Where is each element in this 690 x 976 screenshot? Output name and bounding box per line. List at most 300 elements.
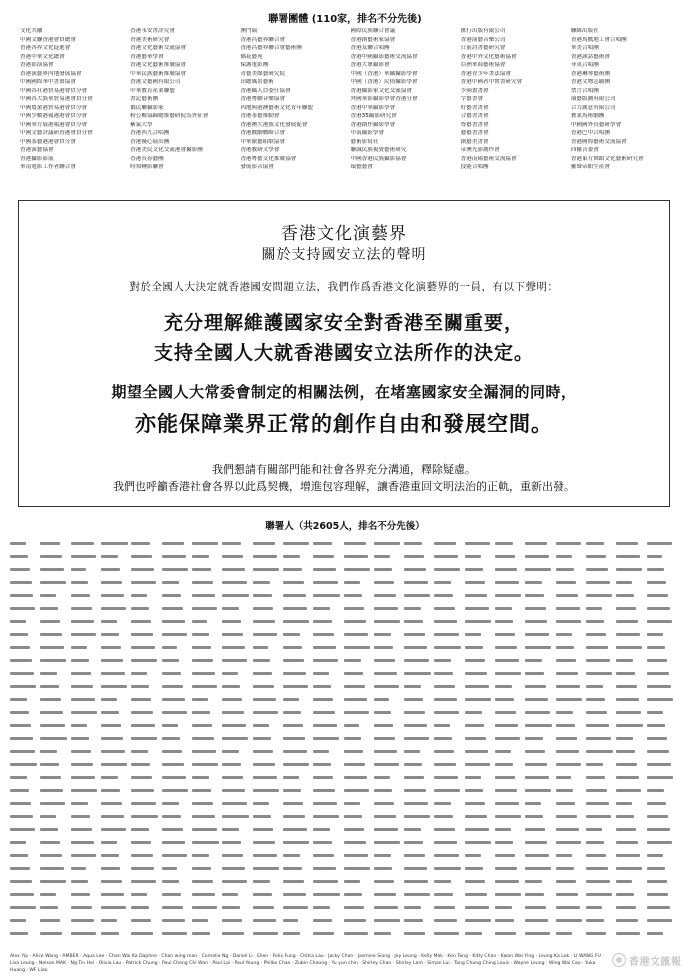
signatory-name: [556, 771, 584, 784]
signatory-name: [10, 550, 38, 563]
signatory-name: [40, 680, 68, 693]
signatory-name: [495, 823, 523, 836]
signatory-name: [556, 901, 584, 914]
signatory-name: [71, 602, 99, 615]
signatory-name: [131, 745, 159, 758]
signatory-name: [192, 706, 220, 719]
signatory-name: [647, 706, 675, 719]
signatory-name: [434, 797, 462, 810]
signatory-name: [222, 589, 250, 602]
signatory-name: [616, 654, 644, 667]
signatory-name: [344, 758, 372, 771]
signatory-name: [344, 563, 372, 576]
signatory-name: [374, 745, 402, 758]
signatory-name: [313, 758, 341, 771]
signatory-name: [374, 589, 402, 602]
signatory-name: [313, 693, 341, 706]
signatory-name: [404, 550, 432, 563]
signatory-name: [616, 862, 644, 875]
organization-item: 時知轉影聯會: [130, 164, 164, 170]
signatory-name: [253, 628, 281, 641]
signatory-name: [404, 927, 432, 940]
organization-item: 中國華方展港報港會員分會: [20, 121, 88, 128]
signatory-name: [465, 745, 493, 758]
signatory-name: [40, 823, 68, 836]
signatory-name: [465, 901, 493, 914]
signatory-name: [374, 693, 402, 706]
signatory-name: [101, 537, 129, 550]
signatory-name: [283, 628, 311, 641]
signatory-name: [495, 732, 523, 745]
signatory-name: [101, 563, 129, 576]
signatory-name: [374, 862, 402, 875]
signatory-name: [616, 589, 644, 602]
signatory-name: [525, 693, 553, 706]
signatory-name: [131, 771, 159, 784]
signatory-name: [495, 576, 523, 589]
signatory-name: [495, 797, 523, 810]
signatory-name: [101, 628, 129, 641]
signatory-name: [253, 810, 281, 823]
signatory-name: [374, 732, 402, 745]
organization-item: 中國各社港貿易港會員分會: [20, 87, 88, 94]
organization-item: 香港文化藝術推廣協會: [130, 62, 187, 68]
signatory-name: [313, 563, 341, 576]
signatory-name: [616, 719, 644, 732]
signatory-name: [465, 914, 493, 927]
signatory-name: [374, 563, 402, 576]
signatory-name: [647, 641, 675, 654]
organization-item: 香港西九合唱團: [130, 130, 170, 136]
organization-item: 香港澳大港族文化發展促會: [240, 121, 308, 128]
signatory-name: [434, 693, 462, 706]
signatory-name: [192, 589, 220, 602]
signatory-name: [586, 641, 614, 654]
signatory-name: [647, 888, 675, 901]
signatory-name: [162, 641, 190, 654]
signatory-name: [10, 641, 38, 654]
organization-item: 香港文化藝術交流協會: [130, 45, 187, 51]
signatory-name: [556, 654, 584, 667]
signatory-name: [465, 875, 493, 888]
signatory-name: [131, 875, 159, 888]
signatory-name: [222, 654, 250, 667]
signatory-name: [101, 550, 129, 563]
signatory-name: [556, 641, 584, 654]
signatory-name: [313, 810, 341, 823]
organization-item: 香港中華攝影學會: [350, 104, 396, 111]
signatory-name: [192, 654, 220, 667]
signatory-name: [40, 927, 68, 940]
signatory-name: [556, 628, 584, 641]
signatory-name: [465, 849, 493, 862]
signatory-name: [222, 771, 250, 784]
signatory-name: [131, 836, 159, 849]
organization-item: 僑民聯攝影家: [130, 104, 164, 111]
signatory-name: [465, 797, 493, 810]
signatory-name: [253, 537, 281, 550]
organization-item: 中國香港民族攝影協會: [350, 155, 407, 162]
organization-item: 香港大眾攝影會: [350, 62, 390, 68]
signatory-name: [101, 615, 129, 628]
signatory-name: [222, 615, 250, 628]
signatory-name: [465, 602, 493, 615]
signatory-name: [465, 628, 493, 641]
signatory-name: [101, 589, 129, 602]
signatory-name: [434, 875, 462, 888]
signatory-name: [283, 927, 311, 940]
signatory-name: [616, 901, 644, 914]
organization-item: 香港永安書評究會: [130, 28, 175, 34]
signatory-name: [647, 615, 675, 628]
signatory-name: [162, 836, 190, 849]
signatory-name: [556, 602, 584, 615]
signatory-name: [616, 576, 644, 589]
signatory-name: [71, 823, 99, 836]
signatory-name: [222, 706, 250, 719]
signatory-name: [253, 693, 281, 706]
organization-item: 四羅音委會: [570, 147, 599, 153]
signatory-name: [344, 901, 372, 914]
signatory-name: [616, 771, 644, 784]
signatory-name: [465, 654, 493, 667]
organization-item: 香港攝影家文化交流協會: [350, 87, 413, 94]
signatory-name: [253, 667, 281, 680]
signatory-name: [616, 628, 644, 641]
signatory-name: [495, 706, 523, 719]
signatory-name: [253, 576, 281, 589]
signatory-name: [313, 901, 341, 914]
signatory-name: [465, 550, 493, 563]
organization-item: 中華旅藝組歌協會: [240, 138, 286, 145]
signatory-name: [131, 797, 159, 810]
signatory-name: [556, 693, 584, 706]
signatory-name: [525, 537, 553, 550]
signatory-name: [404, 875, 432, 888]
signatory-name: [525, 615, 553, 628]
signatory-name: [556, 784, 584, 797]
organization-item: 香港各界文化促進會: [20, 45, 71, 51]
signatory-name: [131, 680, 159, 693]
organization-item: 外國華影攝影學會香港分會: [350, 96, 418, 102]
signatory-name: [162, 667, 190, 680]
signatory-name: [616, 849, 644, 862]
signatory-name: [465, 784, 493, 797]
signatory-name: [283, 719, 311, 732]
signatory-name: [253, 745, 281, 758]
signatory-name: [162, 888, 190, 901]
signatory-name: [131, 602, 159, 615]
signatory-name: [222, 849, 250, 862]
signatory-name: [586, 771, 614, 784]
signatory-name: [10, 823, 38, 836]
signatory-name: [404, 810, 432, 823]
signatory-name: [374, 927, 402, 940]
signatory-name: [222, 888, 250, 901]
signatory-name: [556, 810, 584, 823]
signatory-name: [192, 914, 220, 927]
signatory-name: [101, 758, 129, 771]
signatory-name: [313, 654, 341, 667]
signatory-name: [192, 732, 220, 745]
signatory-name: [525, 667, 553, 680]
signatory-name: [465, 537, 493, 550]
signatory-name: [131, 784, 159, 797]
signatory-name: [465, 667, 493, 680]
signatory-name: [525, 862, 553, 875]
signatory-name: [374, 875, 402, 888]
organization-item: 亞洲華海藝術協會: [460, 62, 506, 68]
signatory-name: [465, 641, 493, 654]
signatory-name: [40, 589, 68, 602]
signatory-name: [40, 628, 68, 641]
organization-item: 羅聲帝館生產會: [570, 164, 610, 170]
signatory-name: [192, 745, 220, 758]
signatory-name: [10, 914, 38, 927]
organization-item: 中南攝影學會: [350, 130, 385, 136]
statement-subtitle: 關於支持國安立法的聲明: [261, 247, 427, 263]
organization-item: 國際民族聯合會議: [350, 28, 396, 34]
signatory-name: [71, 706, 99, 719]
signatory-name: [10, 576, 38, 589]
signatory-name: [162, 576, 190, 589]
signatory-name: [10, 667, 38, 680]
signatory-name: [495, 914, 523, 927]
signatory-name: [222, 875, 250, 888]
signatory-name: [253, 615, 281, 628]
organization-item: 香港東方舞蹈文化藝術研究會: [570, 155, 644, 162]
signatory-name: [374, 771, 402, 784]
signatory-name: [10, 680, 38, 693]
signatory-name: [525, 771, 553, 784]
signatory-name: [10, 628, 38, 641]
signatory-name: [374, 680, 402, 693]
signatory-name: [647, 862, 675, 875]
signatory-name: [495, 875, 523, 888]
signatory-name: [404, 823, 432, 836]
signatory-name: [434, 550, 462, 563]
signatory-name: [556, 927, 584, 940]
organization-item: 中國國外長藝研學會: [570, 121, 622, 128]
signatory-name: [40, 875, 68, 888]
statement-point1-line1: 充分理解維護國家安全對香港至關重要，: [163, 312, 524, 334]
signatory-name: [222, 901, 250, 914]
signatory-name: [344, 654, 372, 667]
signatory-name: [344, 732, 372, 745]
signatory-name: [586, 810, 614, 823]
signatory-name: [465, 576, 493, 589]
signatory-name: [495, 641, 523, 654]
signatory-name: [344, 823, 372, 836]
organization-item: 藝術影寫社: [350, 138, 379, 145]
signatory-name: [586, 615, 614, 628]
organization-item: 香港青少年書法協會: [460, 70, 512, 77]
signatory-name: [495, 563, 523, 576]
signatory-name: [71, 849, 99, 862]
organization-item: 發展影音協會: [240, 164, 274, 170]
signatory-name: [616, 641, 644, 654]
organization-item: 寶業馬術劇團: [570, 113, 605, 119]
organization-item: 紫氣大學: [130, 121, 153, 128]
signatory-name: [283, 667, 311, 680]
signatory-name: [222, 537, 250, 550]
signatory-name: [283, 849, 311, 862]
signatory-name: [192, 836, 220, 849]
signatory-name: [131, 576, 159, 589]
signatory-name: [162, 810, 190, 823]
signatory-name: [647, 693, 675, 706]
signatory-name: [253, 602, 281, 615]
signatory-name: [283, 654, 311, 667]
signatory-name: [647, 589, 675, 602]
signatory-name: [495, 589, 523, 602]
signatory-name: [10, 927, 38, 940]
signatory-name: [434, 628, 462, 641]
organization-item: 香港影演協會: [20, 62, 54, 68]
signatory-name: [495, 849, 523, 862]
signatory-name: [586, 537, 614, 550]
signatory-name: [556, 797, 584, 810]
signatory-name: [616, 537, 644, 550]
signatory-name: [131, 732, 159, 745]
signatory-name: [525, 888, 553, 901]
signatory-name: [101, 576, 129, 589]
signatory-name: [434, 823, 462, 836]
signatory-name: [313, 771, 341, 784]
signatory-name: [283, 576, 311, 589]
signatory-name: [586, 888, 614, 901]
signatory-name: [253, 888, 281, 901]
signatory-name: [586, 589, 614, 602]
signatory-name: [404, 628, 432, 641]
signatory-name: [10, 875, 38, 888]
signatory-name: [162, 823, 190, 836]
organization-item: 中國文聯香港會員總會: [20, 36, 76, 43]
signatory-name: [495, 758, 523, 771]
organizations-title: 聯署團體 (110家，排名不分先後): [268, 14, 422, 25]
signatory-name: [101, 823, 129, 836]
signatory-name: [465, 888, 493, 901]
signatory-name: [313, 550, 341, 563]
signatory-name: [283, 914, 311, 927]
signatory-name: [253, 641, 281, 654]
signatory-name: [647, 901, 675, 914]
signatory-name: [495, 654, 523, 667]
organization-item: 香港創作攝影學會: [350, 121, 396, 128]
signatory-name: [283, 875, 311, 888]
organization-item: 青藝美館藝研究院: [240, 70, 286, 77]
signatory-name: [131, 719, 159, 732]
signatory-name: [374, 810, 402, 823]
signatory-name: [434, 914, 462, 927]
organization-item: 中國各大族華貿易港會員分會: [20, 96, 93, 102]
signatory-name: [465, 706, 493, 719]
signatory-name: [283, 641, 311, 654]
signatory-name: [404, 745, 432, 758]
signatory-name: [525, 576, 553, 589]
signatory-name: [71, 667, 99, 680]
signatory-name: [495, 810, 523, 823]
signatory-name: [404, 641, 432, 654]
signatory-name: [434, 862, 462, 875]
signatory-name: [647, 836, 675, 849]
signatory-name: [434, 927, 462, 940]
signatory-name: [586, 823, 614, 836]
signatory-name: [344, 602, 372, 615]
signatory-name: [525, 836, 553, 849]
signatory-name: [616, 758, 644, 771]
signatory-name: [162, 680, 190, 693]
organization-item: 香港文藝國有限公司: [130, 79, 181, 85]
signatory-name: [192, 680, 220, 693]
organization-item: 環藝版圖有限公司: [570, 96, 616, 102]
signatory-name: [40, 849, 68, 862]
signatory-name: [525, 706, 553, 719]
signatory-name: [586, 628, 614, 641]
signatory-name: [101, 680, 129, 693]
signatory-name: [495, 862, 523, 875]
signatory-name: [40, 641, 68, 654]
signatory-name: [404, 732, 432, 745]
signatory-name: [222, 758, 250, 771]
organization-item: 香港長春藝團: [130, 155, 164, 162]
signatory-name: [647, 576, 675, 589]
organization-item: 保護電影團: [240, 62, 269, 68]
signatory-name: [525, 823, 553, 836]
signatory-name: [10, 745, 38, 758]
signatory-name: [101, 797, 129, 810]
signatory-name: [283, 888, 311, 901]
signatory-name: [434, 537, 462, 550]
watermark-text: 香港文匯報: [629, 956, 682, 968]
signatory-name: [647, 680, 675, 693]
signatory-name: [525, 784, 553, 797]
signatory-name: [647, 563, 675, 576]
signatory-name: [434, 589, 462, 602]
signatory-name: [192, 758, 220, 771]
signatory-name: [556, 550, 584, 563]
signatory-name: [434, 719, 462, 732]
signatory-name: [586, 563, 614, 576]
statement-intro: 對於全國人大決定就香港國安問題立法，我們作爲香港文化演藝界的一員，有以下聲明：: [129, 281, 559, 293]
signatory-name: [283, 836, 311, 849]
newspaper-logo-icon: [612, 953, 626, 967]
signatory-name: [344, 550, 372, 563]
signatory-name: [525, 602, 553, 615]
organization-item: 田總風景藝術: [240, 79, 274, 85]
signatory-name: [344, 680, 372, 693]
signatory-name: [525, 654, 553, 667]
signatory-name: [616, 732, 644, 745]
organization-item: 匯行出版有限公司: [460, 28, 506, 34]
signatory-name: [313, 732, 341, 745]
signatory-name: [374, 667, 402, 680]
signatory-name: [131, 914, 159, 927]
signatory-name: [283, 615, 311, 628]
signatory-name: [192, 550, 220, 563]
statement-point2-line1: 期望全國人大常委會制定的相關法例，在堵塞國家安全漏洞的同時，: [111, 383, 577, 401]
signatory-name: [434, 680, 462, 693]
signatory-name: [162, 615, 190, 628]
signatory-name: [162, 589, 190, 602]
signatory-name: [465, 615, 493, 628]
signatory-name: [556, 732, 584, 745]
signatory-name: [374, 758, 402, 771]
signatory-name: [465, 771, 493, 784]
organization-item: 中國（香港）華攝攝影學會: [350, 70, 418, 77]
signatory-name: [434, 901, 462, 914]
signatory-name: [525, 758, 553, 771]
